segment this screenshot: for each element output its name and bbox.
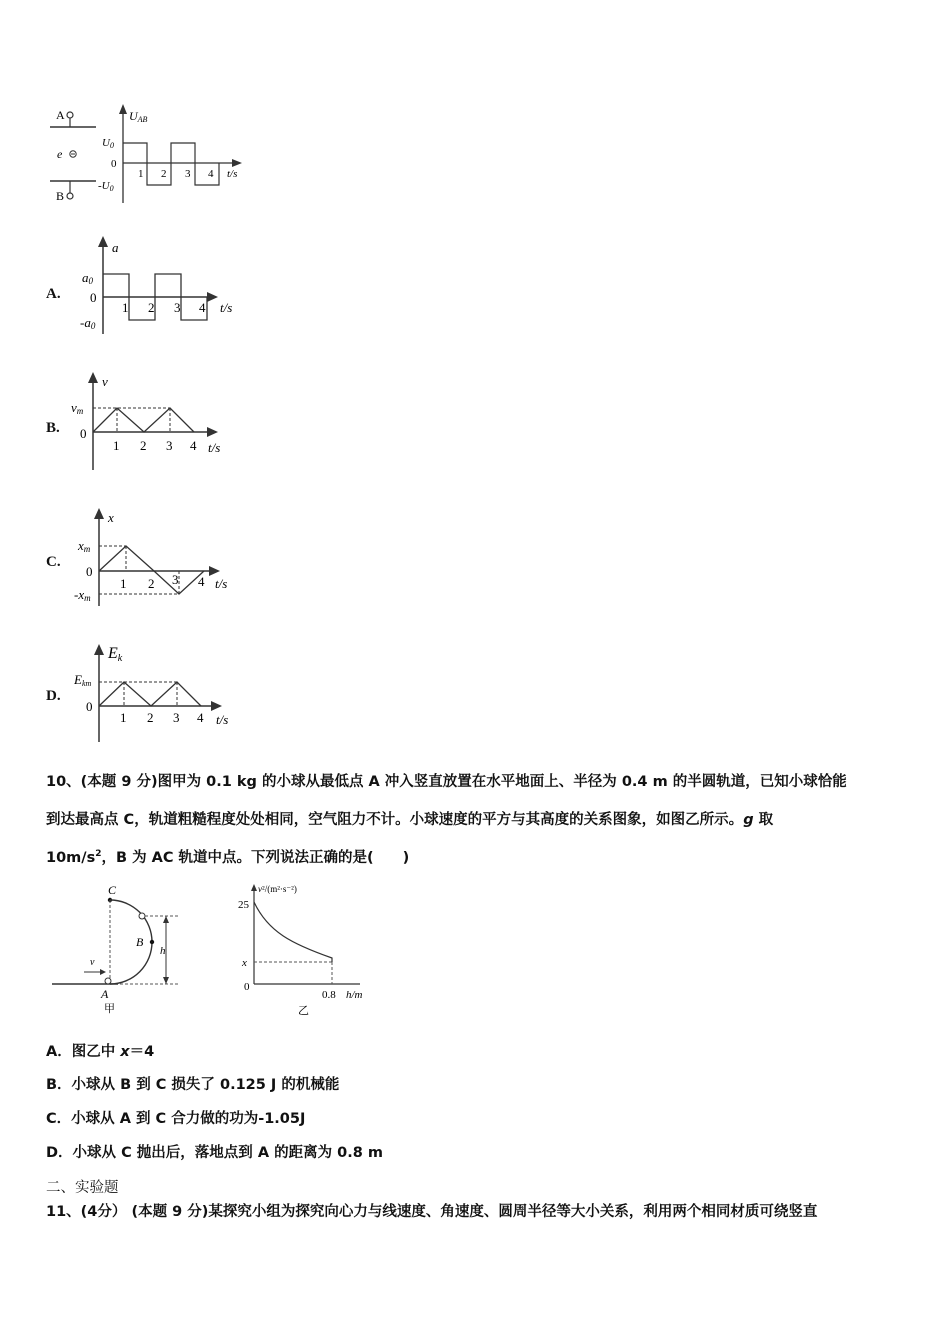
q10-option-c: C．小球从 A 到 C 合力做的功为-1.05J	[46, 1111, 306, 1127]
graph-x-t	[74, 504, 244, 609]
option-c-label: C.	[46, 554, 61, 570]
point-b-label: B	[136, 935, 144, 949]
tick-4: 4	[199, 300, 206, 315]
a0-label: a0	[82, 270, 93, 286]
x-mark-label: x	[242, 957, 247, 969]
t-axis-label: t/s	[215, 576, 228, 591]
tick-2: 2	[140, 438, 147, 453]
ekm-label: Ekm	[74, 672, 92, 688]
u-ab-axis-label: UAB	[129, 109, 148, 124]
t-axis-label: t/s	[220, 300, 233, 315]
tick-2: 2	[147, 710, 154, 725]
tick-1: 1	[113, 438, 120, 453]
x-axis-label: x	[108, 510, 114, 525]
xm-label: xm	[78, 538, 91, 554]
t-axis-label: t/s	[208, 440, 221, 455]
graph-ek-t	[74, 640, 244, 745]
option-d-label: D.	[46, 688, 61, 704]
figure-jia	[48, 880, 188, 1020]
tick-3: 3	[185, 168, 191, 180]
tick-3: 3	[166, 438, 173, 453]
v-label: v	[90, 957, 95, 968]
tick-3: 3	[172, 572, 179, 587]
tick-4: 4	[197, 710, 204, 725]
t-axis-label: t/s	[227, 168, 238, 180]
tick-3: 3	[173, 710, 180, 725]
tick-3: 3	[174, 300, 181, 315]
q10-option-b: B．小球从 B 到 C 损失了 0.125 J 的机械能	[46, 1077, 340, 1093]
neg-u0-label: -U0	[98, 180, 114, 193]
origin-label: 0	[90, 290, 97, 305]
option-b-label: B.	[46, 420, 60, 436]
q10-line-3: $10m/s^2$，B 为 AC 轨道中点。下列说法正确的是( )	[46, 849, 410, 866]
tick-1: 1	[120, 576, 127, 591]
option-a-label: A.	[46, 286, 61, 302]
electron-label: e	[57, 147, 63, 161]
tick-4: 4	[208, 168, 214, 180]
vm-label: vm	[71, 400, 84, 416]
caption-yi: 乙	[298, 1005, 309, 1017]
tick-2: 2	[161, 168, 167, 180]
section-heading: 二、实验题	[46, 1180, 119, 1196]
tick-2: 2	[148, 300, 155, 315]
circuit-figure	[40, 100, 255, 210]
figure-yi	[232, 880, 382, 1020]
origin-label: 0	[111, 158, 117, 170]
a-axis-label: a	[112, 240, 119, 255]
u0-label: U0	[102, 137, 114, 150]
origin-label: 0	[86, 699, 93, 714]
graph-a-t	[78, 232, 248, 337]
neg-a0-label: -a0	[80, 315, 96, 331]
q10-option-d: D．小球从 C 抛出后，落地点到 A 的距离为 0.8 m	[46, 1145, 383, 1161]
tick-4: 4	[198, 574, 205, 589]
y-top-label: 25	[238, 899, 249, 911]
tick-2: 2	[148, 576, 155, 591]
origin-label: 0	[244, 981, 250, 993]
point-a-label: A	[101, 987, 109, 1001]
ek-axis-label: Ek	[108, 645, 123, 664]
q11-line-1: 11、(4分） (本题 9 分)某探究小组为探究向心力与线速度、角速度、圆周半径等大小关系，利用两个相同材质可绕竖直	[46, 1204, 818, 1220]
plate-a-label: A	[56, 108, 65, 122]
t-axis-label: t/s	[216, 712, 229, 727]
tick-4: 4	[190, 438, 197, 453]
x-tick-label: 0.8	[322, 989, 336, 1001]
point-c-label: C	[108, 883, 117, 897]
plate-b-label: B	[56, 189, 65, 203]
v-axis-label: v	[102, 374, 108, 389]
h-label: h	[160, 945, 166, 957]
tick-1: 1	[120, 710, 127, 725]
tick-1: 1	[122, 300, 129, 315]
origin-label: 0	[86, 564, 93, 579]
q10-line-1: 10、(本题 9 分)图甲为 0.1 kg 的小球从最低点 A 冲入竖直放置在水平地面上、半径为 0.4 m 的半圆轨道，已知小球恰能	[46, 774, 847, 790]
tick-1: 1	[138, 168, 144, 180]
q10-option-a: A．图乙中 x＝4	[46, 1044, 155, 1060]
origin-label: 0	[80, 426, 87, 441]
h-axis-label: h/m	[346, 989, 363, 1001]
graph-v-t	[68, 368, 238, 473]
neg-xm-label: -xm	[74, 587, 91, 603]
caption-jia: 甲	[104, 1003, 115, 1015]
q10-line-2: 到达最高点 C，轨道粗糙程度处处相同，空气阻力不计。小球速度的平方与其高度的关系图象，如图乙所示。g 取	[46, 812, 774, 828]
y-axis-label: v²/(m²·s⁻²)	[258, 884, 297, 894]
